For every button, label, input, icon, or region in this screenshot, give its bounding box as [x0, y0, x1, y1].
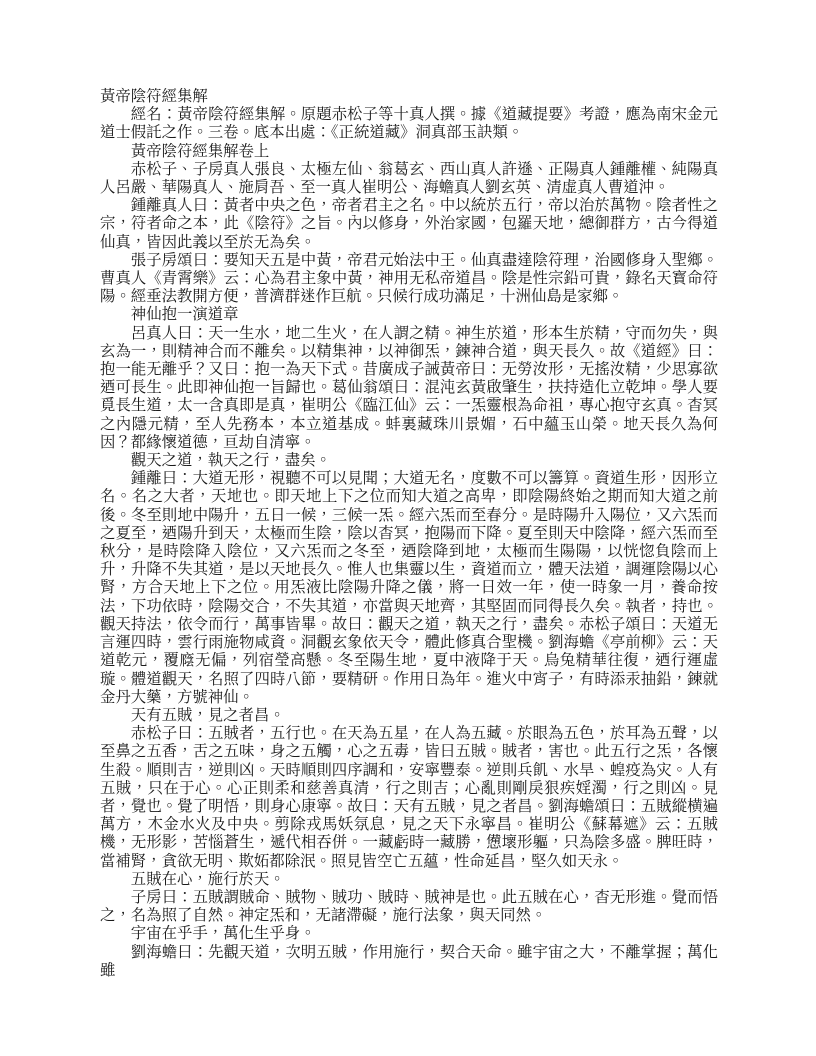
paragraph: 劉海蟾曰：先觀天道，次明五賊，作用施行，契合天命。雖宇宙之大，不離掌握；萬化雖: [100, 943, 718, 979]
paragraph: 赤松子、子房真人張良、太極左仙、翁葛玄、西山真人許遜、正陽真人鍾離權、純陽真人呂嚴、華陽真人、施肩吾、至一真人崔明公、海蟾真人劉玄英、清虚真人曹道沖。: [100, 160, 718, 197]
paragraph: 觀天之道，執天之行，盡矣。: [130, 452, 331, 470]
document-title: 黃帝陰符經集解: [100, 88, 208, 105]
paragraph: 赤松子曰：五賊者，五行也。在天為五星，在人為五藏。於眼為五色，於耳為五聲，以至鼻之五香，舌之五味，身之五觸，心之五毒，皆曰五賊。賊者，害也。此五行之炁，各懷生殺。順則吉，逆則凶。天時順則四序調和，安寧豐泰。逆則兵飢、水旱、蝗疫為灾。人有五賊，只在于心。心正則柔和慈善真清，行之則吉；心亂則剛戾狠疾婬濁，行之則凶。見者，覺也。覺了明悟，則身心康寧。故曰：天有五賊，見之者昌。劉海蟾頌曰：五賊縱横遍萬方，木金水火及中央。剪除戎馬妖氛息，見之天下永寧昌。崔明公《蘇幕遮》云：五賊機，无形影，苦惱蒼生，遞代相吞併。一藏虧時一藏勝，憊壞形軀，只為陰多盛。脾旺時，當補腎，貪欲无明、欺妬都除泯。照見皆空亡五蘊，性命延昌，堅久如天永。: [100, 725, 718, 870]
paragraph: 經名：黃帝陰符經集解。原題赤松子等十真人撰。據《道藏提要》考證，應為南宋金元道士假託之作。三卷。底本出處：《正統道藏》洞真部玉訣類。: [100, 106, 718, 142]
paragraph: 張子房頌曰：要知天五是中黃，帝君元始法中王。仙真盡達陰符理，治國修身入聖鄉。曹真人《青霄樂》云：心為君主象中黃，神用无私帝道昌。陰是性宗鉛可貴，錄名天寳命符陽。經垂法教開方便，普濟群迷作巨航。只候行成功滿足，十洲仙島是家鄉。: [100, 251, 718, 306]
paragraph: 鍾離真人曰：黃者中央之色，帝者君主之名。中以統於五行，帝以治於萬物。陰者性之宗，符者命之本，此《陰符》之旨。內以修身，外治家國，包羅天地，總御群方，古今得道仙真，皆因此義以至於无為矣。: [100, 197, 718, 251]
paragraph: 天有五賊，見之者昌。: [130, 706, 285, 724]
paragraph: 呂真人曰：天一生水，地二生火，在人謂之精。神生於道，形本生於精，守而勿失，與玄為一，則精神合而不離矣。以精集神，以神御炁，鍊神合道，與天長久。故《道經》曰：抱一能无離乎？又曰：抱一為天下式。昔廣成子誡黃帝曰：无勞汝形，无搖汝精，少思寡欲迺可長生。此即神仙抱一旨歸也。葛仙翁頌曰：混沌玄黃啟肇生，扶持造化立乾坤。學人要覓長生道，太一含真即是真，崔明公《臨江仙》云：一炁靈根為命祖，專心抱守玄真。杳冥之內隱元精，至人先務本，本立道基成。蚌裏藏珠川景媚，石中蘊玉山榮。地天長久為何因？都緣懷道德，亘劫自清寧。: [100, 324, 718, 451]
paragraph: 子房曰：五賊謂賊命、賊物、賊功、賊時、賊神是也。此五賊在心，杳无形進。覺而悟之，名為照了自然。神定炁和，无諸滯礙，施行法象，與天同然。: [100, 888, 718, 925]
paragraph: 神仙抱一演道章: [130, 306, 239, 324]
paragraph: 鍾離曰：大道无形，視聽不可以見聞；大道无名，度數不可以籌算。資道生形，因形立名。名之大者，天地也。即天地上下之位而知大道之高卑，即陰陽終始之期而知大道之前後。冬至則地中陽升，五日一候，三候一炁。經六炁而至春分。是時陽升入陽位，又六炁而之夏至，迺陽升到天，太極而生陰，陰以杳冥，抱陽而下降。夏至則天中陰降，經六炁而至秋分，是時陰降入陰位，又六炁而之冬至，迺陰降到地，太極而生陽陽，以恍惚負陰而上升，升降不失其道，是以天地長久。惟人也集靈以生，資道而立，體天法道，調運陰陽以心腎，方合天地上下之位。用炁液比陰陽升降之儀，將一日效一年，使一時象一月，養命按法，下功依時，陰陽交合，不失其道，亦當與天地齊，其堅固而同得長久矣。執者，持也。觀天持法，依令而行，萬事皆畢。故曰：觀天之道，執天之行，盡矣。赤松子頌曰：天道无言運四時，雲行雨施物咸資。洞觀玄象依天令，體此修真合聖機。劉海蟾《亭前柳》云：天道乾元，覆廕无偏，列宿瑩高懸。冬至陽生地，夏中液降于天。烏兔精華往復，迺行運虛璇。體道觀天，名照了四時八節，要精研。作用日為年。進火中宵子，有時添汞抽鉛，鍊就金丹大藥，方號神仙。: [100, 470, 718, 706]
paragraph: 宇宙在乎手，萬化生乎身。: [130, 925, 316, 943]
document-text: [100, 88, 718, 980]
paragraph: 黃帝陰符經集解卷上: [130, 142, 270, 160]
paragraph: 五賊在心，施行於天。: [130, 870, 285, 888]
